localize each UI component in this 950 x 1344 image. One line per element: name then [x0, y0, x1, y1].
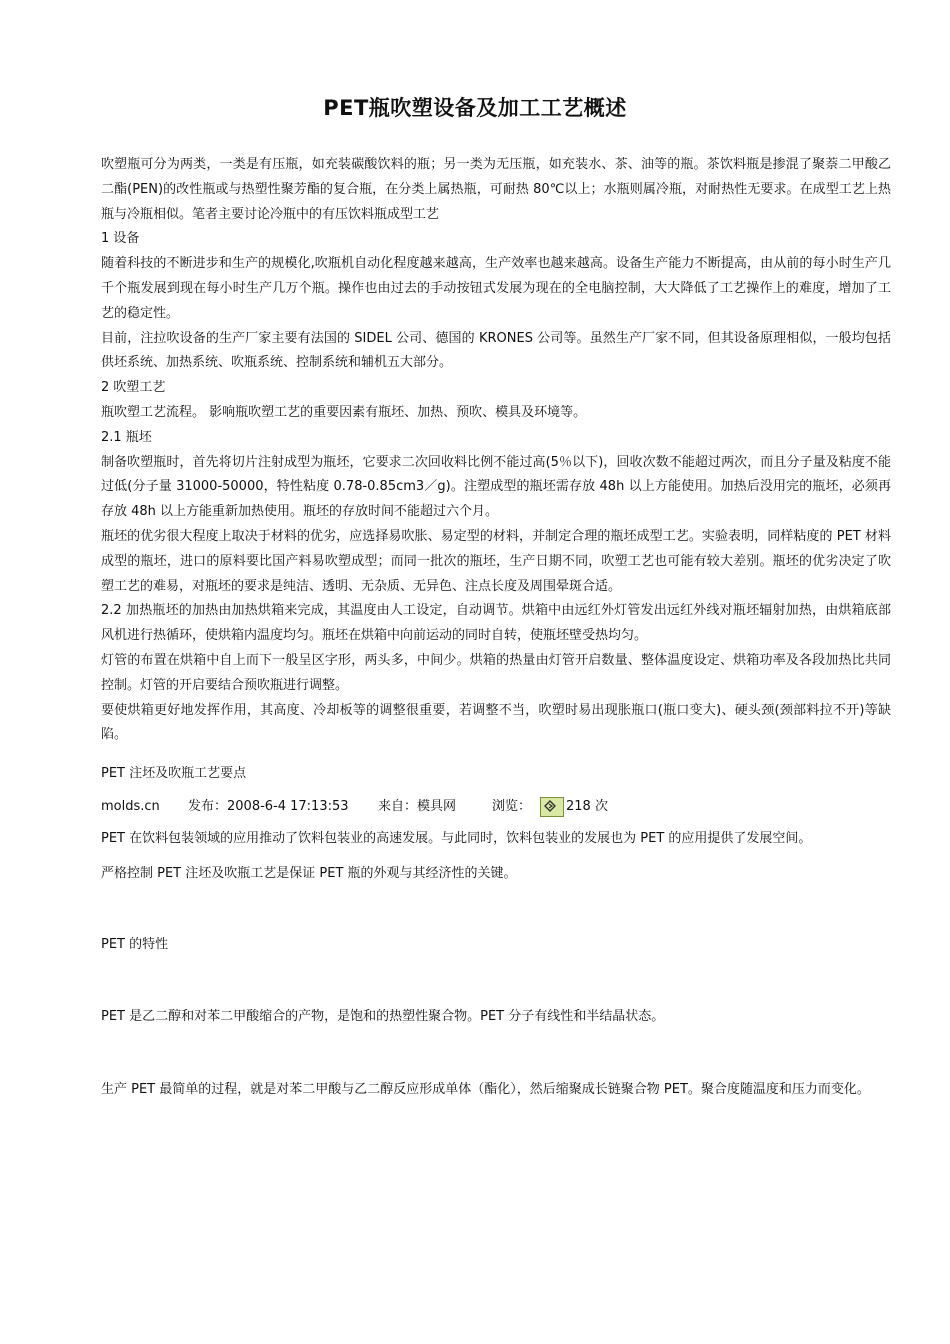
paragraph-preform-prep: 制备吹塑瓶时，首先将切片注射成型为瓶坯，它要求二次回收料比例不能过高(5％以下)，回收次数不能超过两次，而且分子量及粘度不能过低(分子量 31000-50000，特性粘度 0.78-0.85cm3／g)。注塑成型的瓶坯需存放 48h 以上方能使用。加热后没用完的瓶坯，必须再存放 48h 以上方能重新加热使用。瓶坯的存放时间不能超过六个月。 — [101, 454, 891, 520]
meta-views-label: 浏览： — [492, 798, 532, 814]
heading-preform: 2.1 瓶坯 — [101, 429, 152, 445]
paragraph-lamp-layout: 灯管的布置在烘箱中自上而下一般呈区字形，两头多，中间少。烘箱的热量由灯管开启数量、整体温度设定、烘箱功率及各段加热比共同控制。灯管的开启要结合预吹瓶进行调整。 — [101, 652, 891, 693]
section-title-pet-properties: PET 的特性 — [101, 936, 169, 952]
paragraph-pet-characteristics: PET 是乙二醇和对苯二甲酸缩合的产物，是饱和的热塑性聚合物。PET 分子有线性和半结晶状态。 — [101, 1009, 665, 1025]
views-icon — [540, 797, 564, 817]
paragraph-process-factors: 瓶吹塑工艺流程。 影响瓶吹塑工艺的重要因素有瓶坯、加热、预吹、模具及环境等。 — [101, 404, 587, 420]
intro-paragraph-1: PET 在饮料包装领域的应用推动了饮料包装业的高速发展。与此同时，饮料包装业的发展也为 PET 的应用提供了发展空间。 — [101, 830, 812, 846]
paragraph-pet-production: 生产 PET 最简单的过程，就是对苯二甲酸与乙二醇反应形成单体（酯化），然后缩聚成长链聚合物 PET。聚合度随温度和压力而变化。 — [101, 1082, 870, 1098]
document-body — [101, 153, 891, 1107]
section-title-pet-points: PET 注坯及吹瓶工艺要点 — [101, 766, 247, 782]
paragraph-automation: 随着科技的不断进步和生产的规模化,吹瓶机自动化程度越来越高，生产效率也越来越高。设备生产能力不断提高，由从前的每小时生产几千个瓶发展到现在每小时生产几万个瓶。操作也由过去的手动按钮式发展为现在的全电脑控制，大大降低了工艺操作上的难度，增加了工艺的稳定性。 — [101, 256, 891, 321]
article-meta — [101, 795, 891, 820]
paragraph-heating: 2.2 加热瓶坯的加热由加热烘箱来完成，其温度由人工设定，自动调节。烘箱中由远红外灯管发出远红外线对瓶坯辐射加热，由烘箱底部风机进行热循环，使烘箱内温度均匀。瓶坯在烘箱中向前运动的同时自转，使瓶坯壁受热均匀。 — [101, 603, 891, 644]
meta-views-count: 218 次 — [566, 798, 608, 814]
paragraph-manufacturers: 目前，注拉吹设备的生产厂家主要有法国的 SIDEL 公司、德国的 KRONES 公司等。虽然生产厂家不同，但其设备原理相似，一般均包括供坯系统、加热系统、吹瓶系统、控制系统和辅机五大部分。 — [101, 330, 891, 371]
meta-published: 发布：2008-6-4 17:13:53 — [188, 798, 349, 814]
intro-paragraph-2: 严格控制 PET 注坯及吹瓶工艺是保证 PET 瓶的外观与其经济性的关键。 — [101, 865, 517, 881]
document-title: PET瓶吹塑设备及加工工艺概述 — [323, 96, 627, 120]
heading-blow-process: 2 吹塑工艺 — [101, 380, 166, 396]
paragraph-oven-adjustment: 要使烘箱更好地发挥作用，其高度、冷却板等的调整很重要，若调整不当，吹塑时易出现胀瓶口(瓶口变大)、硬头颈(颈部料拉不开)等缺陷。 — [101, 702, 891, 743]
heading-equipment: 1 设备 — [101, 231, 140, 247]
meta-source-site[interactable]: molds.cn — [101, 798, 160, 814]
paragraph-preform-quality: 瓶坯的优劣很大程度上取决于材料的优劣，应选择易吹胀、易定型的材料，并制定合理的瓶坯成型工艺。实验表明，同样粘度的 PET 材料成型的瓶坯，进口的原料要比国产料易吹塑成型；而同一批次的瓶坯，生产日期不同，吹塑工艺也可能有较大差别。瓶坯的优劣决定了吹塑工艺的难易，对瓶坯的要求是纯洁、透明、无杂质、无异色、注点长度及周围晕斑合适。 — [101, 528, 891, 594]
meta-from: 来自：模具网 — [378, 798, 457, 814]
paragraph-bottle-types: 吹塑瓶可分为两类，一类是有压瓶，如充装碳酸饮料的瓶；另一类为无压瓶，如充装水、茶、油等的瓶。茶饮料瓶是掺混了聚萘二甲酸乙二酯(PEN)的改性瓶或与热塑性聚芳酯的复合瓶，在分类上属热瓶，可耐热 80℃以上；水瓶则属冷瓶，对耐热性无要求。在成型工艺上热瓶与冷瓶相似。笔者主要讨论冷瓶中的有压饮料瓶成型工艺 — [101, 157, 891, 222]
